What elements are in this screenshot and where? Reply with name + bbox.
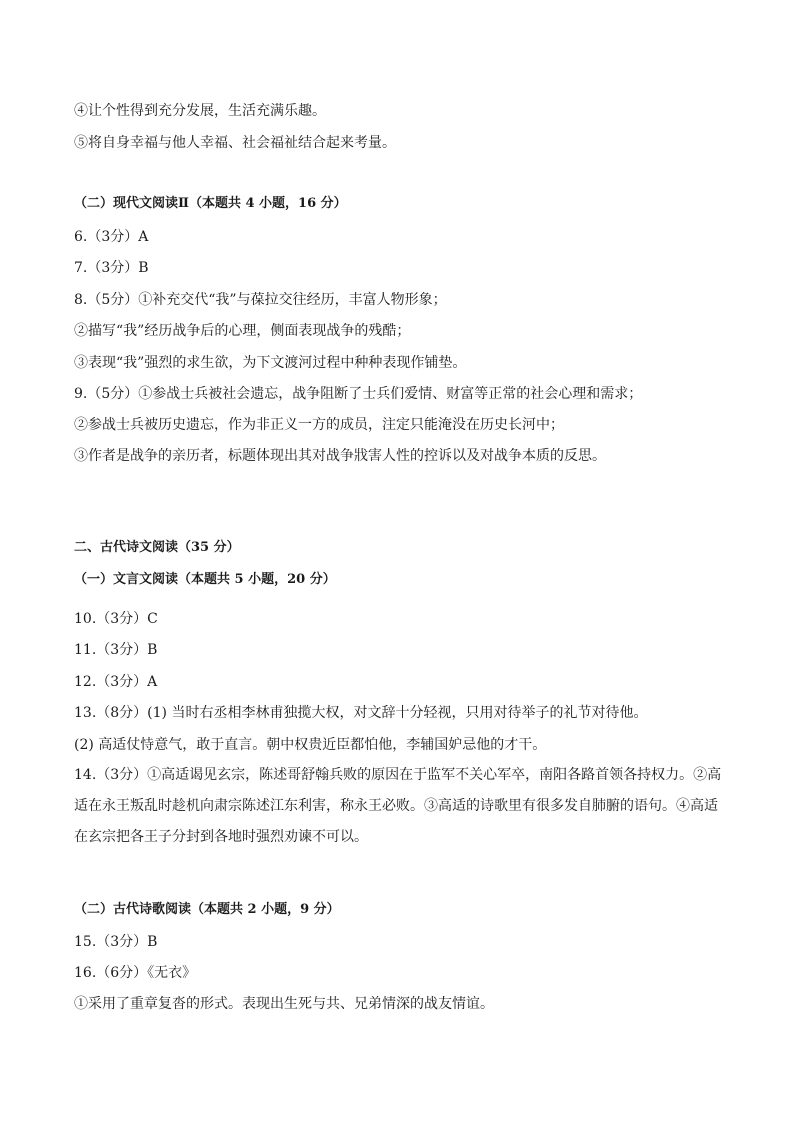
answer-line: ③作者是战争的亲历者，标题体现出其对战争戕害人性的控诉以及对战争本质的反思。 bbox=[74, 448, 606, 464]
answer-line: 13.（8分）(1) 当时右丞相李林甫独揽大权，对文辞十分轻视，只用对待举子的礼节对待他。 bbox=[74, 705, 648, 721]
answer-line: 7.（3分）B bbox=[74, 260, 149, 276]
answer-line: 12.（3分）A bbox=[74, 674, 158, 690]
answer-line: ②参战士兵被历史遗忘，作为非正义一方的成员，注定只能淹没在历史长河中； bbox=[74, 417, 564, 433]
answer-line: 8.（5分）①补充交代“我”与葆拉交往经历，丰富人物形象； bbox=[74, 292, 447, 308]
answer-line: ①采用了重章复沓的形式。表现出生死与共、兄弟情深的战友情谊。 bbox=[74, 996, 494, 1012]
answer-line: 15.（3分）B bbox=[74, 934, 158, 950]
answer-line: 9.（5分）①参战士兵被社会遗忘，战争阻断了士兵们爱情、财富等正常的社会心理和需求； bbox=[74, 386, 643, 402]
section-heading: 二、古代诗文阅读（35 分） bbox=[74, 540, 240, 555]
answer-line: ⑤将自身幸福与他人幸福、社会福祉结合起来考量。 bbox=[74, 135, 396, 151]
answer-paragraph: 14.（3分）①高适谒见玄宗，陈述哥舒翰兵败的原因在于监军不关心军卒，南阳各路首领各持权力。②高适在永王叛乱时趁机向肃宗陈述江东利害，称永王必败。③高适的诗歌里有很多发自肺腑的语句。④高适在玄宗把各王子分封到各地时强烈劝谏不可以。 bbox=[74, 767, 722, 845]
answer-line: 11.（3分）B bbox=[74, 642, 158, 658]
section-heading: （二）现代文阅读Ⅱ（本题共 4 小题，16 分） bbox=[74, 196, 347, 211]
section-heading: （二）古代诗歌阅读（本题共 2 小题，9 分） bbox=[74, 902, 340, 917]
answer-line: ③表现“我”强烈的求生欲，为下文渡河过程中种种表现作铺垫。 bbox=[74, 355, 467, 371]
answer-line: 10.（3分）C bbox=[74, 611, 158, 627]
answer-line: (2) 高适仗恃意气，敢于直言。朝中权贵近臣都怕他，李辅国妒忌他的才干。 bbox=[74, 737, 547, 753]
answer-line: 16.（6分）《无衣》 bbox=[74, 965, 197, 981]
answer-line: ②描写“我”经历战争后的心理，侧面表现战争的残酷； bbox=[74, 323, 411, 339]
answer-line: 6.（3分）A bbox=[74, 229, 149, 245]
answer-line: ④让个性得到充分发展，生活充满乐趣。 bbox=[74, 103, 326, 119]
section-heading: （一）文言文阅读（本题共 5 小题，20 分） bbox=[74, 572, 336, 587]
